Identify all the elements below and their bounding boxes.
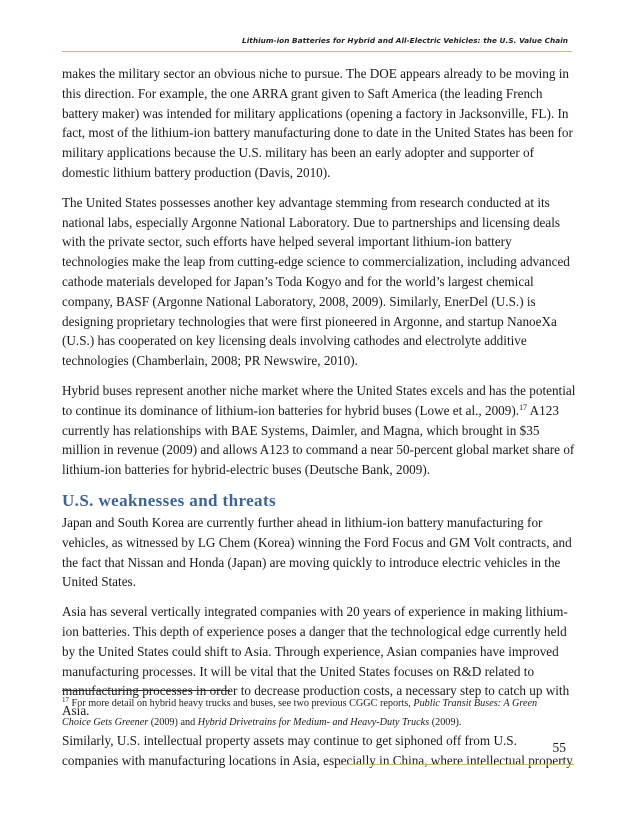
footnote-number: 17 xyxy=(62,696,69,704)
footnote xyxy=(62,695,574,732)
text-line: cathode materials developed for Japan’s Toda Kogyo and for the world’s largest chemical xyxy=(62,273,534,289)
text-line: Hybrid buses represent another niche market where the United States excels and has the potential xyxy=(62,382,576,398)
text-line: military applications because the U.S. military has been an early adopter and supporter of xyxy=(62,145,535,161)
footnote-title: Public Transit Buses: A Green xyxy=(413,698,538,709)
section-heading: U.S. weaknesses and threats xyxy=(62,490,277,510)
text-line: manufacturing processes in order to decrease production costs, a necessary step to catch up with xyxy=(62,683,570,699)
text-line: manufacturing processes. It will be vital that the United States focuses on R&D related to xyxy=(62,663,535,679)
text-line: this direction. For example, the one ARRA grant given to Saft America (the leading French xyxy=(62,85,543,101)
footnote-title: Choice Gets Greener xyxy=(62,716,149,728)
text-line xyxy=(62,401,574,421)
text-line: the fact that Nissan and Honda (Japan) are moving quickly to introduce electric vehicles in the xyxy=(62,554,561,570)
footnote-title: Hybrid Drivetrains for Medium- and Heavy-Duty Trucks xyxy=(197,716,430,728)
body-text xyxy=(62,64,574,771)
text-line: fact, most of the lithium-ion battery manufacturing done to date in the United States has been for xyxy=(62,125,573,141)
paragraph-hybrid-buses xyxy=(62,381,574,480)
text-line: national labs, especially Argonne National Laboratory. Due to partnerships and licensing deals xyxy=(62,214,561,230)
text-line: Similarly, U.S. intellectual property assets may continue to get siphoned off from U.S. xyxy=(62,732,517,748)
text-line: technologies (Chamberlain, 2008; PR Newswire, 2010). xyxy=(62,353,358,369)
footnote-line xyxy=(62,714,574,733)
header-rule xyxy=(62,51,572,52)
text-line: lithium-ion batteries for hybrid-electric buses (Deutsche Bank, 2009). xyxy=(62,462,431,478)
text-line: ion batteries. This depth of experience poses a danger that the technological edge currently held xyxy=(62,623,567,639)
text-line: million in revenue (2009) and allows A123 to command a near 50-percent global market share of xyxy=(62,442,575,458)
text-line: currently has relationships with BAE Systems, Daimler, and Magna, which brought in $35 xyxy=(62,422,540,438)
text-line: technologies make the leap from cutting-edge science to commercialization, including advanced xyxy=(62,254,570,270)
text-line: by the United States could shift to Asia. Through experience, Asian companies have improved xyxy=(62,643,559,659)
footer-rule xyxy=(338,764,574,765)
text-run: (2009). xyxy=(429,716,462,728)
text-line: companies with manufacturing locations in Asia, especially in China, where intellectual property xyxy=(62,752,573,768)
text-line: The United States possesses another key advantage stemming from research conducted at its xyxy=(62,194,550,210)
page-number: 55 xyxy=(552,740,566,755)
text-line: battery maker) was intended for military applications (opening a factory in Jacksonville, FL). In xyxy=(62,105,569,121)
footnote-line xyxy=(62,695,574,714)
text-run: A123 xyxy=(527,402,559,418)
running-header: Lithium-ion Batteries for Hybrid and All-Electric Vehicles: the U.S. Value Chain xyxy=(242,36,568,45)
text-line: (U.S.) has cooperated on key licensing deals involving cathodes and electrolyte additive xyxy=(62,333,527,349)
paragraph-national-labs xyxy=(62,193,574,371)
text-line: domestic lithium battery production (Davis, 2010). xyxy=(62,164,331,180)
text-line: makes the military sector an obvious niche to pursue. The DOE appears already to be moving in xyxy=(62,66,569,81)
text-run: For more detail on hybrid heavy trucks and buses, see two previous CGGC reports, xyxy=(69,698,414,709)
footnote-rule xyxy=(62,690,230,691)
text-line: company, BASF (Argonne National Laboratory, 2008, 2009). Similarly, EnerDel (U.S.) is xyxy=(62,293,536,309)
text-run: (2009) and xyxy=(148,716,198,728)
paragraph-military xyxy=(62,64,574,183)
text-line: Asia. xyxy=(62,703,90,719)
text-line: United States. xyxy=(62,574,136,590)
text-line: designing proprietary technologies that were first pioneered in Argonne, and startup NanoeXa xyxy=(62,313,557,329)
paragraph-japan-korea xyxy=(62,513,574,592)
text-line: Japan and South Korea are currently further ahead in lithium-ion battery manufacturing for xyxy=(62,514,543,530)
text-line: vehicles, as witnessed by LG Chem (Korea) winning the Ford Focus and GM Volt contracts, and xyxy=(62,534,572,550)
text-line: with the private sector, such efforts have helped several important lithium-ion battery xyxy=(62,234,512,250)
footnote-reference[interactable]: 17 xyxy=(519,402,528,412)
text-line: Asia has several vertically integrated companies with 20 years of experience in making lithium- xyxy=(62,604,568,620)
text-run: to continue its dominance of lithium-ion batteries for hybrid buses (Lowe et al., 2009). xyxy=(62,402,520,418)
